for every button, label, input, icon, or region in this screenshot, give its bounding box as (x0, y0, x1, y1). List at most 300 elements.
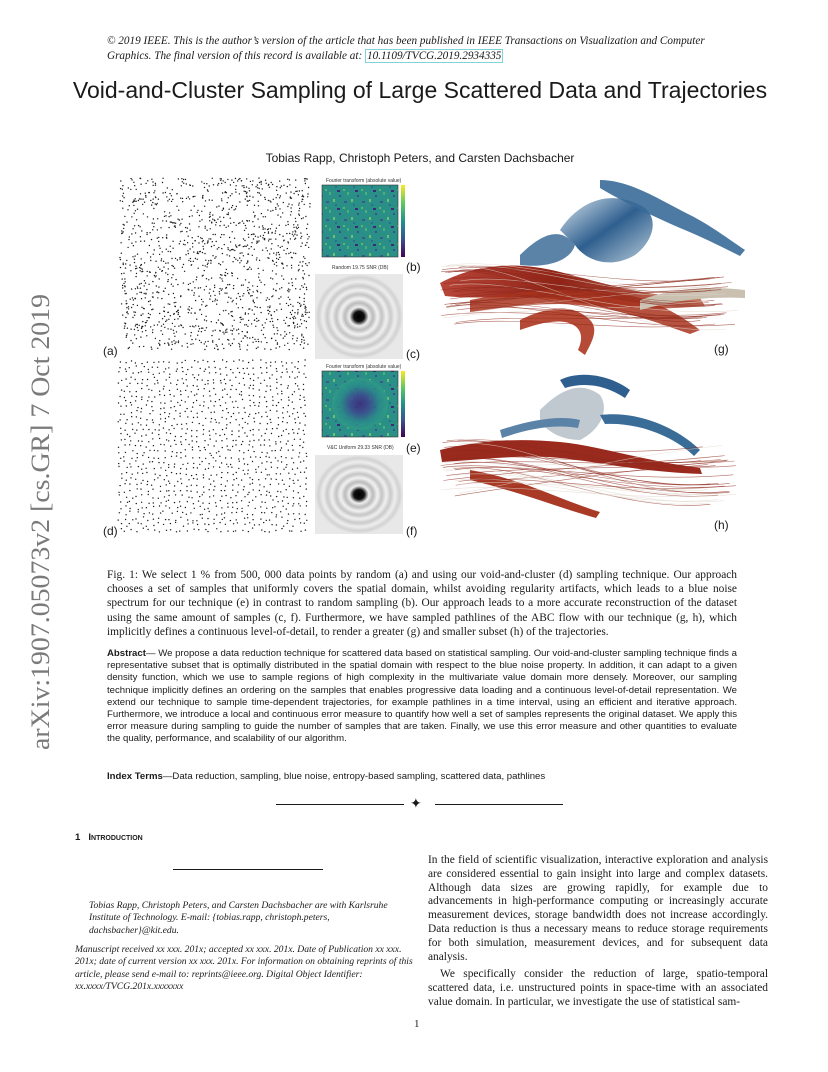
scatter-point (283, 185, 284, 186)
scatter-point (218, 451, 219, 452)
scatter-point (212, 341, 213, 342)
scatter-point (135, 324, 136, 325)
scatter-point (123, 197, 124, 198)
scatter-point (121, 439, 122, 440)
scatter-point (187, 346, 188, 347)
scatter-point (181, 400, 182, 401)
scatter-point (135, 276, 136, 277)
scatter-point (255, 186, 256, 187)
scatter-point (231, 416, 232, 417)
scatter-point (306, 477, 307, 478)
scatter-point (271, 338, 272, 339)
scatter-point (247, 290, 248, 291)
scatter-point (168, 338, 169, 339)
scatter-point (120, 188, 121, 189)
scatter-point (137, 209, 138, 210)
scatter-point (166, 319, 167, 320)
scatter-point (271, 433, 272, 434)
scatter-point (291, 458, 292, 459)
scatter-point (127, 434, 128, 435)
scatter-point (279, 257, 280, 258)
scatter-point (243, 187, 244, 188)
scatter-point (159, 424, 160, 425)
scatter-point (210, 262, 211, 263)
scatter-point (218, 422, 219, 423)
scatter-point (261, 462, 262, 463)
scatter-point (124, 439, 125, 440)
scatter-point (168, 467, 169, 468)
scatter-point (174, 502, 175, 503)
scatter-point (121, 380, 122, 381)
scatter-point (275, 450, 276, 451)
scatter-point (260, 506, 261, 507)
scatter-point (225, 310, 226, 311)
scatter-point (152, 367, 153, 368)
scatter-point (196, 430, 197, 431)
scatter-point (264, 439, 265, 440)
scatter-point (239, 359, 240, 360)
scatter-point (267, 209, 268, 210)
scatter-point (292, 526, 293, 527)
scatter-point (209, 435, 210, 436)
scatter-point (279, 197, 280, 198)
scatter-point (239, 244, 240, 245)
scatter-point (213, 457, 214, 458)
scatter-point (281, 391, 282, 392)
scatter-point (170, 329, 171, 330)
scatter-point (130, 440, 131, 441)
scatter-point (282, 212, 283, 213)
scatter-point (206, 183, 207, 184)
scatter-point (136, 416, 137, 417)
scatter-point (237, 407, 238, 408)
scatter-point (309, 203, 310, 204)
scatter-point (171, 195, 172, 196)
scatter-point (232, 275, 233, 276)
scatter-point (186, 231, 187, 232)
scatter-point (235, 259, 236, 260)
scatter-point (140, 488, 141, 489)
scatter-point (299, 190, 300, 191)
scatter-point (131, 216, 132, 217)
scatter-point (141, 327, 142, 328)
scatter-point (227, 273, 228, 274)
scatter-point (270, 365, 271, 366)
scatter-point (247, 345, 248, 346)
scatter-point (137, 383, 138, 384)
scatter-point (176, 206, 177, 207)
scatter-point (218, 339, 219, 340)
scatter-point (227, 480, 228, 481)
scatter-point (157, 203, 158, 204)
scatter-point (265, 180, 266, 181)
scatter-point (244, 463, 245, 464)
scatter-point (255, 326, 256, 327)
scatter-point (185, 411, 186, 412)
scatter-point (226, 408, 227, 409)
scatter-point (237, 491, 238, 492)
scatter-point (299, 513, 300, 514)
scatter-point (224, 388, 225, 389)
scatter-point (243, 266, 244, 267)
scatter-point (303, 340, 304, 341)
scatter-point (306, 178, 307, 179)
scatter-point (294, 325, 295, 326)
scatter-point (190, 261, 191, 262)
scatter-point (232, 446, 233, 447)
scatter-point (202, 425, 203, 426)
scatter-point (258, 412, 259, 413)
scatter-point (124, 216, 125, 217)
scatter-point (241, 500, 242, 501)
scatter-point (305, 245, 306, 246)
scatter-point (175, 341, 176, 342)
scatter-point (222, 280, 223, 281)
scatter-point (247, 423, 248, 424)
scatter-point (191, 308, 192, 309)
scatter-point (262, 324, 263, 325)
scatter-point (288, 473, 289, 474)
scatter-point (282, 480, 283, 481)
scatter-point (299, 498, 300, 499)
scatter-point (307, 238, 308, 239)
scatter-point (139, 346, 140, 347)
scatter-point (253, 440, 254, 441)
scatter-point (147, 529, 148, 530)
scatter-point (230, 369, 231, 370)
scatter-point (124, 430, 125, 431)
scatter-point (122, 314, 123, 315)
scatter-point (275, 457, 276, 458)
scatter-point (236, 512, 237, 513)
scatter-point (293, 497, 294, 498)
scatter-point (257, 184, 258, 185)
scatter-point (168, 344, 169, 345)
scatter-point (129, 490, 130, 491)
scatter-point (177, 402, 178, 403)
scatter-point (154, 450, 155, 451)
scatter-point (149, 450, 150, 451)
scatter-point (233, 479, 234, 480)
scatter-point (220, 531, 221, 532)
scatter-point (276, 254, 277, 255)
scatter-point (261, 512, 262, 513)
scatter-point (205, 384, 206, 385)
scatter-point (230, 389, 231, 390)
scatter-point (301, 335, 302, 336)
scatter-point (181, 362, 182, 363)
scatter-point (249, 400, 250, 401)
scatter-point (196, 441, 197, 442)
scatter-point (204, 243, 205, 244)
scatter-point (306, 505, 307, 506)
scatter-point (185, 227, 186, 228)
scatter-point (154, 275, 155, 276)
scatter-point (296, 191, 297, 192)
scatter-point (207, 264, 208, 265)
scatter-point (295, 253, 296, 254)
scatter-point (261, 472, 262, 473)
scatter-point (141, 396, 142, 397)
scatter-point (245, 422, 246, 423)
scatter-point (178, 178, 179, 179)
scatter-point (147, 484, 148, 485)
scatter-point (231, 512, 232, 513)
scatter-point (129, 367, 130, 368)
scatter-point (294, 239, 295, 240)
scatter-point (304, 359, 305, 360)
scatter-point (219, 314, 220, 315)
scatter-point (255, 236, 256, 237)
scatter-point (216, 514, 217, 515)
scatter-point (222, 192, 223, 193)
scatter-point (144, 308, 145, 309)
scatter-point (260, 383, 261, 384)
scatter-point (186, 486, 187, 487)
scatter-point (216, 422, 217, 423)
scatter-point (191, 339, 192, 340)
scatter-point (232, 502, 233, 503)
scatter-point (237, 522, 238, 523)
scatter-point (167, 274, 168, 275)
scatter-point (303, 442, 304, 443)
scatter-point (302, 190, 303, 191)
scatter-point (169, 304, 170, 305)
scatter-point (181, 428, 182, 429)
scatter-point (264, 348, 265, 349)
scatter-point (259, 188, 260, 189)
scatter-point (197, 212, 198, 213)
scatter-point (247, 473, 248, 474)
scatter-point (170, 400, 171, 401)
scatter-point (182, 378, 183, 379)
scatter-point (204, 330, 205, 331)
scatter-point (236, 303, 237, 304)
scatter-point (124, 278, 125, 279)
scatter-point (303, 373, 304, 374)
scatter-point (164, 343, 165, 344)
scatter-point (152, 497, 153, 498)
scatter-point (289, 349, 290, 350)
scatter-point (162, 318, 163, 319)
scatter-point (157, 297, 158, 298)
scatter-point (147, 362, 148, 363)
scatter-point (259, 280, 260, 281)
scatter-point (180, 457, 181, 458)
scatter-point (270, 277, 271, 278)
scatter-point (199, 405, 200, 406)
scatter-point (294, 343, 295, 344)
scatter-point (162, 182, 163, 183)
scatter-point (216, 344, 217, 345)
scatter-point (163, 261, 164, 262)
scatter-point (303, 384, 304, 385)
scatter-point (139, 226, 140, 227)
scatter-point (194, 205, 195, 206)
scatter-point (216, 440, 217, 441)
scatter-point (152, 222, 153, 223)
scatter-point (234, 238, 235, 239)
scatter-point (248, 416, 249, 417)
scatter-point (118, 492, 119, 493)
scatter-point (123, 456, 124, 457)
scatter-point (215, 224, 216, 225)
scatter-point (192, 520, 193, 521)
scatter-point (166, 484, 167, 485)
scatter-point (269, 305, 270, 306)
scatter-point (142, 269, 143, 270)
scatter-point (242, 418, 243, 419)
scatter-point (251, 269, 252, 270)
scatter-point (160, 330, 161, 331)
scatter-point (175, 520, 176, 521)
scatter-point (244, 384, 245, 385)
scatter-point (283, 202, 284, 203)
scatter-point (298, 388, 299, 389)
scatter-point (219, 277, 220, 278)
scatter-point (222, 447, 223, 448)
scatter-point (169, 507, 170, 508)
scatter-point (264, 531, 265, 532)
scatter-point (251, 295, 252, 296)
scatter-point (140, 198, 141, 199)
scatter-point (248, 450, 249, 451)
scatter-point (282, 236, 283, 237)
scatter-point (135, 460, 136, 461)
scatter-point (148, 389, 149, 390)
scatter-point (212, 178, 213, 179)
scatter-point (217, 248, 218, 249)
scatter-point (146, 322, 147, 323)
scatter-point (248, 200, 249, 201)
scatter-point (147, 271, 148, 272)
scatter-point (164, 395, 165, 396)
scatter-point (210, 228, 211, 229)
scatter-point (165, 470, 166, 471)
scatter-point (214, 287, 215, 288)
scatter-point (281, 461, 282, 462)
scatter-point (254, 319, 255, 320)
scatter-point (204, 206, 205, 207)
scatter-point (176, 452, 177, 453)
scatter-point (292, 413, 293, 414)
scatter-point (177, 481, 178, 482)
scatter-point (296, 234, 297, 235)
scatter-point (191, 332, 192, 333)
scatter-point (281, 435, 282, 436)
scatter-point (279, 346, 280, 347)
scatter-point (155, 185, 156, 186)
scatter-point (209, 391, 210, 392)
scatter-point (145, 468, 146, 469)
scatter-point (269, 377, 270, 378)
scatter-point (143, 213, 144, 214)
scatter-point (206, 230, 207, 231)
scatter-point (266, 401, 267, 402)
scatter-point (131, 458, 132, 459)
scatter-point (254, 205, 255, 206)
scatter-point (272, 278, 273, 279)
scatter-point (209, 217, 210, 218)
scatter-point (123, 264, 124, 265)
scatter-point (294, 418, 295, 419)
scatter-point (207, 361, 208, 362)
scatter-point (172, 513, 173, 514)
scatter-point (269, 492, 270, 493)
scatter-point (179, 405, 180, 406)
scatter-point (299, 261, 300, 262)
scatter-point (249, 477, 250, 478)
scatter-point (266, 494, 267, 495)
scatter-point (248, 308, 249, 309)
scatter-point (152, 410, 153, 411)
scatter-point (244, 518, 245, 519)
scatter-point (152, 419, 153, 420)
scatter-point (194, 292, 195, 293)
scatter-point (298, 210, 299, 211)
scatter-point (158, 361, 159, 362)
scatter-point (268, 233, 269, 234)
scatter-point (308, 187, 309, 188)
scatter-point (166, 490, 167, 491)
scatter-point (276, 428, 277, 429)
scatter-point (168, 490, 169, 491)
scatter-point (152, 181, 153, 182)
scatter-point (176, 455, 177, 456)
scatter-point (195, 258, 196, 259)
scatter-point (182, 371, 183, 372)
page-number: 1 (414, 1018, 420, 1030)
scatter-point (235, 189, 236, 190)
scatter-point (212, 234, 213, 235)
scatter-point (180, 490, 181, 491)
scatter-point (134, 225, 135, 226)
scatter-point (236, 225, 237, 226)
footnote-rule (173, 869, 323, 870)
scatter-point (245, 225, 246, 226)
scatter-point (290, 238, 291, 239)
scatter-point (307, 234, 308, 235)
scatter-point (285, 457, 286, 458)
scatter-point (206, 320, 207, 321)
scatter-point (270, 495, 271, 496)
scatter-point (210, 484, 211, 485)
scatter-point (155, 197, 156, 198)
scatter-point (220, 500, 221, 501)
scatter-point (275, 233, 276, 234)
scatter-point (154, 468, 155, 469)
scatter-point (240, 349, 241, 350)
scatter-point (253, 300, 254, 301)
scatter-point (168, 216, 169, 217)
scatter-point (253, 385, 254, 386)
scatter-point (269, 531, 270, 532)
scatter-point (171, 277, 172, 278)
scatter-point (192, 326, 193, 327)
scatter-point (180, 452, 181, 453)
scatter-point (278, 259, 279, 260)
scatter-point (297, 302, 298, 303)
scatter-point (245, 228, 246, 229)
scatter-point (146, 526, 147, 527)
scatter-point (209, 292, 210, 293)
doi-link[interactable]: 10.1109/TVCG.2019.2934335 (367, 50, 502, 62)
scatter-point (120, 180, 121, 181)
scatter-point (257, 218, 258, 219)
scatter-point (226, 418, 227, 419)
scatter-point (198, 529, 199, 530)
scatter-point (141, 435, 142, 436)
